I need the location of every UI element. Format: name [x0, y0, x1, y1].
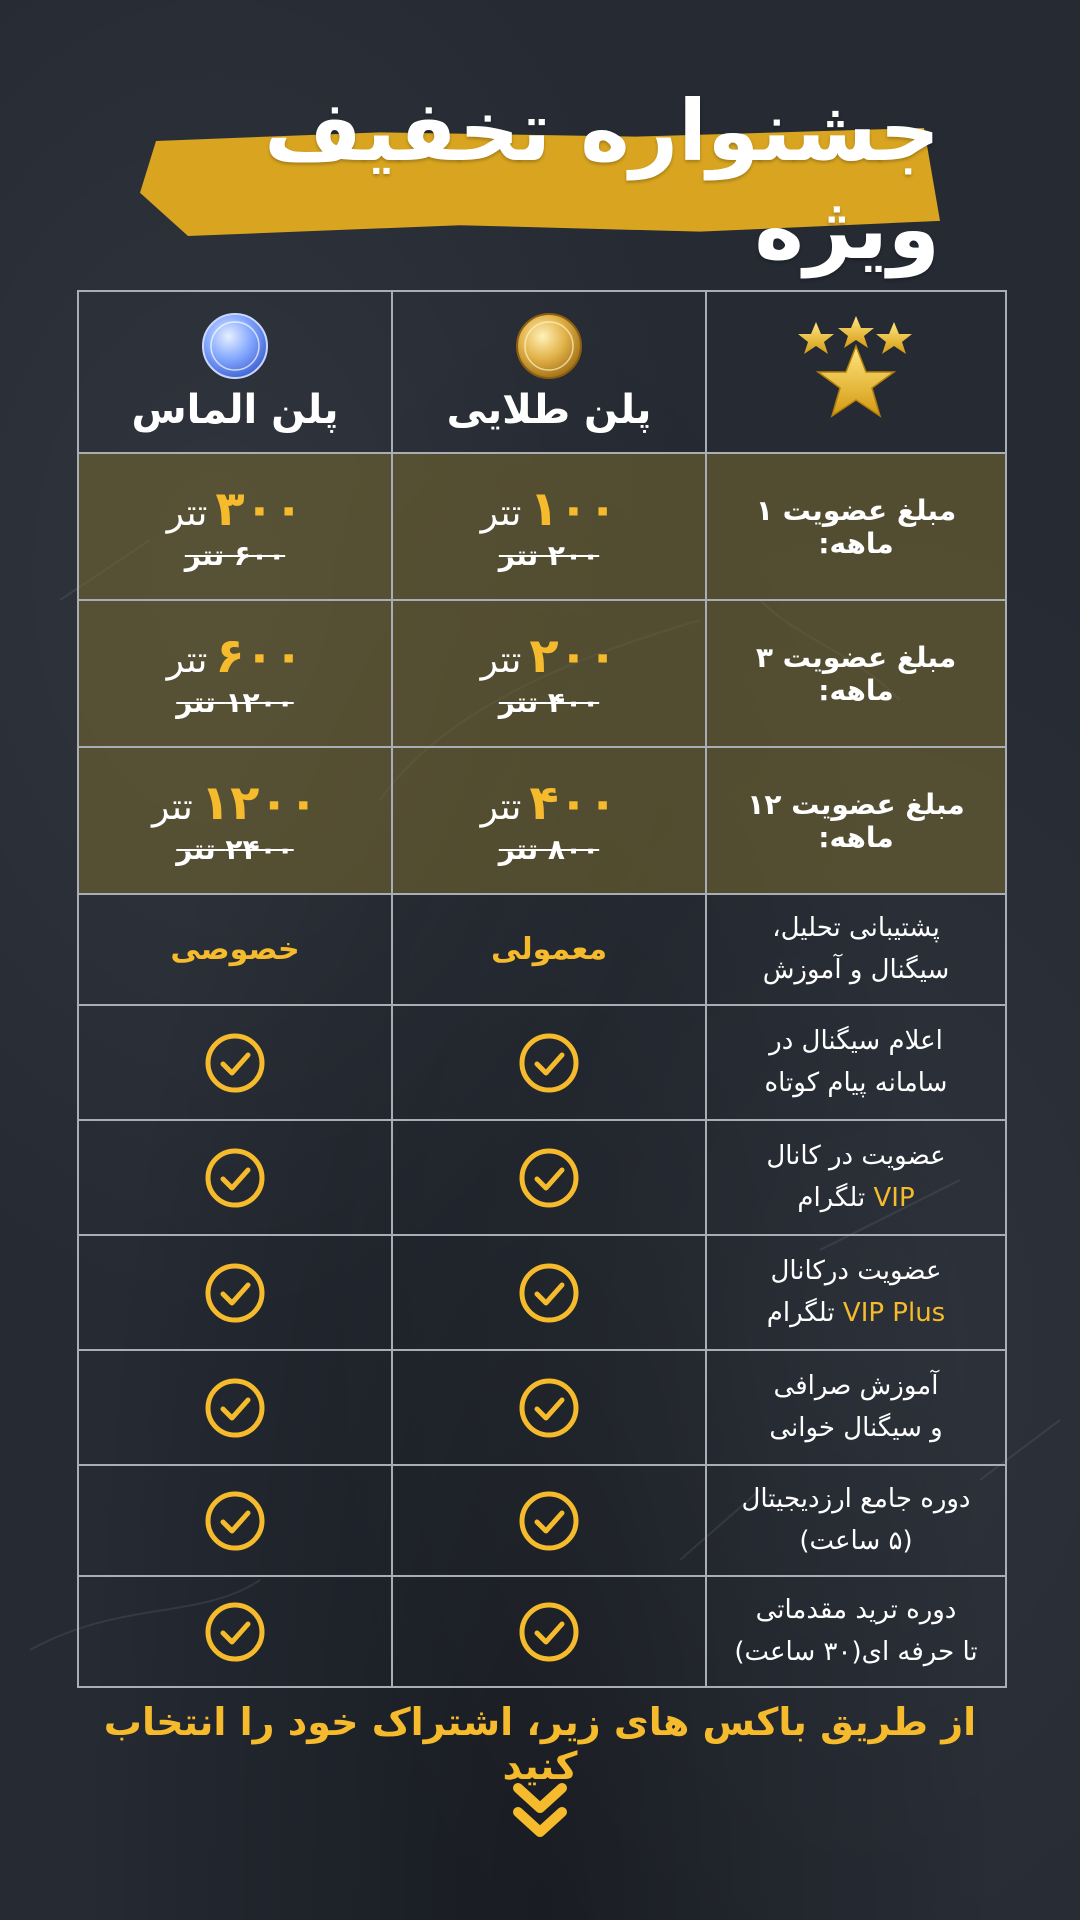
price-value: ۳۰۰: [215, 481, 304, 537]
feature-label-cell: [706, 1120, 1006, 1235]
feature-label-cell: [706, 894, 1006, 1005]
diamond-check-cell: [78, 1465, 392, 1576]
feature-label-line1: پشتیبانی تحلیل،: [772, 912, 940, 943]
price-unit: تتر: [152, 787, 193, 828]
gold-old-price: ۲۰۰ تتر: [498, 539, 600, 572]
gold-old-price: ۸۰۰ تتر: [498, 833, 600, 866]
diamond-price: [79, 775, 391, 831]
price-value: ۲۰۰: [529, 628, 618, 684]
feature-label-line1: آموزش صرافی: [773, 1370, 939, 1401]
header-stars-cell: [706, 291, 1006, 453]
diamond-check-cell: [78, 1235, 392, 1350]
feature-label-line1: دوره ترید مقدماتی: [755, 1594, 957, 1625]
diamond-support-cell: [78, 894, 392, 1005]
feature-label-line1: عضویت در کانال: [766, 1140, 946, 1171]
gold-check-cell: [392, 1235, 706, 1350]
feature-label-line1: عضویت درکانال: [770, 1255, 942, 1286]
diamond-price: [79, 481, 391, 537]
feature-label: [707, 1021, 1005, 1104]
feature-highlight: VIP Plus: [842, 1297, 946, 1328]
price-unit: تتر: [480, 493, 522, 534]
row-label: مبلغ عضویت ۱۲ ماهه:: [747, 787, 965, 854]
feature-label: [707, 1366, 1005, 1449]
gold-price-cell[interactable]: [392, 747, 706, 894]
feature-label: [707, 1251, 1005, 1334]
price-row-3-month: [78, 600, 1006, 747]
feature-label-line2: سیگنال و آموزش: [762, 954, 950, 985]
diamond-medal-icon: [200, 311, 270, 381]
feature-label-cell: [706, 1350, 1006, 1465]
diamond-check-cell: [78, 1120, 392, 1235]
table-header-row: [78, 291, 1006, 453]
gold-check-cell: [392, 1576, 706, 1687]
page-title: جشنواره تخفیف ویژه: [264, 82, 940, 278]
check-circle-icon: [517, 1031, 581, 1095]
price-unit: تتر: [480, 787, 522, 828]
feature-label-line1: دوره جامع ارزدیجیتال: [741, 1483, 971, 1514]
price-unit: تتر: [166, 640, 208, 681]
price-value: ۴۰۰: [529, 775, 618, 831]
feature-label-line2: و سیگنال خوانی: [769, 1412, 943, 1443]
feature-label-line2: تا حرفه ای(۳۰ ساعت): [734, 1636, 978, 1667]
feature-label-line2: [721, 1293, 991, 1335]
feature-highlight: VIP: [873, 1182, 915, 1213]
support-row: [78, 894, 1006, 1005]
feature-row: [78, 1120, 1006, 1235]
diamond-price-cell[interactable]: [78, 747, 392, 894]
gold-support-level: معمولی: [490, 932, 608, 967]
price-row-1-month: [78, 453, 1006, 600]
feature-label-line1: اعلام سیگنال در: [769, 1025, 943, 1056]
gold-medal-icon: [514, 311, 584, 381]
price-unit: تتر: [480, 640, 522, 681]
check-circle-icon: [517, 1600, 581, 1664]
feature-row: [78, 1576, 1006, 1687]
feature-row: [78, 1235, 1006, 1350]
check-circle-icon: [203, 1489, 267, 1553]
row-label-cell: [706, 747, 1006, 894]
diamond-old-price: ۱۲۰۰ تتر: [176, 686, 294, 719]
check-circle-icon: [517, 1261, 581, 1325]
check-circle-icon: [517, 1489, 581, 1553]
pricing-table: [77, 290, 1007, 1688]
stars-icon: [786, 312, 926, 432]
gold-check-cell: [392, 1350, 706, 1465]
diamond-price-cell[interactable]: [78, 600, 392, 747]
check-circle-icon: [203, 1600, 267, 1664]
gold-check-cell: [392, 1465, 706, 1576]
feature-label-rest: تلگرام: [797, 1182, 874, 1213]
double-chevron-down-icon[interactable]: [512, 1782, 568, 1842]
diamond-old-price: ۲۴۰۰ تتر: [176, 833, 294, 866]
check-circle-icon: [203, 1376, 267, 1440]
diamond-check-cell: [78, 1576, 392, 1687]
feature-label-rest: تلگرام: [766, 1297, 843, 1328]
price-unit: تتر: [166, 493, 208, 534]
feature-row: [78, 1350, 1006, 1465]
header-diamond-plan[interactable]: [78, 291, 392, 453]
feature-label-cell: [706, 1005, 1006, 1120]
feature-label: [707, 1479, 1005, 1562]
feature-label-cell: [706, 1465, 1006, 1576]
check-circle-icon: [203, 1146, 267, 1210]
row-label-cell: [706, 600, 1006, 747]
feature-label: [707, 1136, 1005, 1219]
feature-row: [78, 1465, 1006, 1576]
row-label: مبلغ عضویت ۱ ماهه:: [755, 493, 957, 560]
feature-label-cell: [706, 1235, 1006, 1350]
price-row-12-month: [78, 747, 1006, 894]
price-value: ۱۲۰۰: [200, 775, 318, 831]
feature-label: [707, 1590, 1005, 1673]
feature-label: [707, 908, 1005, 991]
feature-label-line2: سامانه پیام کوتاه: [764, 1067, 948, 1098]
feature-label-cell: [706, 1576, 1006, 1687]
feature-label-line2: [721, 1178, 991, 1220]
check-circle-icon: [517, 1376, 581, 1440]
diamond-old-price: ۶۰۰ تتر: [184, 539, 286, 572]
check-circle-icon: [203, 1031, 267, 1095]
diamond-plan-name: پلن الماس: [131, 387, 339, 433]
gold-price: [393, 628, 705, 684]
diamond-check-cell: [78, 1350, 392, 1465]
feature-row: [78, 1005, 1006, 1120]
gold-price: [393, 481, 705, 537]
gold-old-price: ۴۰۰ تتر: [498, 686, 600, 719]
diamond-price-cell[interactable]: [78, 453, 392, 600]
row-label: مبلغ عضویت ۳ ماهه:: [755, 640, 957, 707]
gold-price: [393, 775, 705, 831]
gold-support-cell: [392, 894, 706, 1005]
diamond-price: [79, 628, 391, 684]
feature-label-line2: (۵ ساعت): [799, 1525, 913, 1556]
gold-price-cell[interactable]: [392, 453, 706, 600]
diamond-check-cell: [78, 1005, 392, 1120]
row-label-cell: [706, 453, 1006, 600]
gold-check-cell: [392, 1120, 706, 1235]
gold-check-cell: [392, 1005, 706, 1120]
gold-plan-name: پلن طلایی: [446, 387, 652, 433]
check-circle-icon: [203, 1261, 267, 1325]
diamond-support-level: خصوصی: [170, 932, 300, 967]
price-value: ۱۰۰: [529, 481, 618, 537]
check-circle-icon: [517, 1146, 581, 1210]
call-to-action: از طریق باکس های زیر، اشتراک خود را انتخاب کنید: [103, 1700, 977, 1788]
title-banner: [140, 82, 940, 278]
price-value: ۶۰۰: [215, 628, 304, 684]
gold-price-cell[interactable]: [392, 600, 706, 747]
header-gold-plan[interactable]: [392, 291, 706, 453]
